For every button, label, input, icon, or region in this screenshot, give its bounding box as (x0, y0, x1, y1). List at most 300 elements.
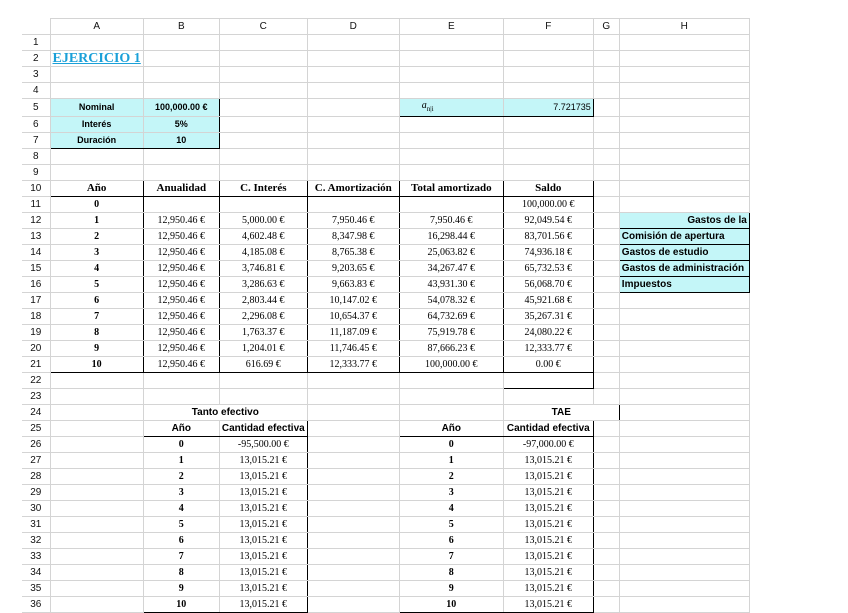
cell-a4[interactable] (50, 82, 143, 98)
row-header-19[interactable]: 19 (22, 324, 50, 340)
tanto-amount-cell[interactable]: 13,015.21 € (219, 516, 307, 532)
amort-cell[interactable]: 5 (50, 276, 143, 292)
amort-header-3[interactable]: C. Interés (219, 180, 307, 196)
cell-d4[interactable] (307, 82, 399, 98)
cell-d6[interactable] (307, 116, 399, 132)
cell-g14[interactable] (593, 244, 619, 260)
tae-year-cell[interactable]: 2 (399, 468, 503, 484)
tanto-year-cell[interactable]: 6 (143, 532, 219, 548)
tae-year-cell[interactable]: 7 (399, 548, 503, 564)
cell-h27[interactable] (619, 452, 749, 468)
tae-amount-cell[interactable]: 13,015.21 € (503, 564, 593, 580)
cell-e7[interactable] (399, 132, 503, 148)
cell-d31[interactable] (307, 516, 399, 532)
tanto-amount-cell[interactable]: 13,015.21 € (219, 548, 307, 564)
cell-e9[interactable] (399, 164, 503, 180)
row-header-24[interactable]: 24 (22, 404, 50, 420)
sheet-title[interactable]: EJERCICIO 1 (50, 50, 143, 66)
amort-cell[interactable]: 3,746.81 € (219, 260, 307, 276)
cell-c9[interactable] (219, 164, 307, 180)
row-header-34[interactable]: 34 (22, 564, 50, 580)
row-header-12[interactable]: 12 (22, 212, 50, 228)
tae-amount-cell[interactable]: 13,015.21 € (503, 468, 593, 484)
cell-f3[interactable] (503, 66, 593, 82)
amort-cell[interactable]: 12,950.46 € (143, 292, 219, 308)
cell-b8[interactable] (143, 148, 219, 164)
amort-cell[interactable]: 74,936.18 € (503, 244, 593, 260)
cell-g25[interactable] (593, 420, 619, 436)
tanto-year-cell[interactable]: 8 (143, 564, 219, 580)
column-header-h[interactable]: H (619, 19, 749, 35)
amort-cell[interactable]: 9,203.65 € (307, 260, 399, 276)
cell-f8[interactable] (503, 148, 593, 164)
interes-value[interactable]: 5% (143, 116, 219, 132)
select-all-corner[interactable] (22, 19, 50, 35)
cell-e8[interactable] (399, 148, 503, 164)
cell-h25[interactable] (619, 420, 749, 436)
cell-a22[interactable] (50, 372, 143, 388)
tae-year-cell[interactable]: 8 (399, 564, 503, 580)
cell-b2[interactable] (143, 50, 219, 66)
amort-cell[interactable]: 4 (50, 260, 143, 276)
amort-cell[interactable]: 10,147.02 € (307, 292, 399, 308)
tanto-amount-cell[interactable]: 13,015.21 € (219, 564, 307, 580)
cell-a26[interactable] (50, 436, 143, 452)
cell-d32[interactable] (307, 532, 399, 548)
cell-d30[interactable] (307, 500, 399, 516)
cell-d34[interactable] (307, 564, 399, 580)
gastos-item[interactable]: Gastos de estudio (619, 244, 749, 260)
row-header-17[interactable]: 17 (22, 292, 50, 308)
amort-cell[interactable]: 34,267.47 € (399, 260, 503, 276)
amort-cell[interactable]: 12,333.77 € (503, 340, 593, 356)
cell-c8[interactable] (219, 148, 307, 164)
amort-cell[interactable]: 25,063.82 € (399, 244, 503, 260)
cell-d29[interactable] (307, 484, 399, 500)
cell-a1[interactable] (50, 34, 143, 50)
row-header-15[interactable]: 15 (22, 260, 50, 276)
amort-cell[interactable]: 7 (50, 308, 143, 324)
tanto-year-cell[interactable]: 4 (143, 500, 219, 516)
row-header-1[interactable]: 1 (22, 34, 50, 50)
cell-b4[interactable] (143, 82, 219, 98)
duracion-label[interactable]: Duración (50, 132, 143, 148)
tae-amount-cell[interactable]: 13,015.21 € (503, 516, 593, 532)
row-header-18[interactable]: 18 (22, 308, 50, 324)
column-header-c[interactable]: C (219, 19, 307, 35)
cell-g7[interactable] (593, 132, 619, 148)
tae-year-cell[interactable]: 3 (399, 484, 503, 500)
cell-g8[interactable] (593, 148, 619, 164)
tae-col-amount[interactable]: Cantidad efectiva (503, 420, 593, 436)
amort-cell[interactable]: 65,732.53 € (503, 260, 593, 276)
duracion-value[interactable]: 10 (143, 132, 219, 148)
amort-cell[interactable]: 12,950.46 € (143, 228, 219, 244)
cell-h7[interactable] (619, 132, 749, 148)
row-header-23[interactable]: 23 (22, 388, 50, 404)
cell-c5[interactable] (219, 98, 307, 116)
cell-a32[interactable] (50, 532, 143, 548)
cell-d23[interactable] (307, 388, 399, 404)
gastos-item[interactable]: Gastos de administración (619, 260, 749, 276)
cell-g28[interactable] (593, 468, 619, 484)
cell-g12[interactable] (593, 212, 619, 228)
row-header-26[interactable]: 26 (22, 436, 50, 452)
cell-h28[interactable] (619, 468, 749, 484)
cell-c6[interactable] (219, 116, 307, 132)
row-header-14[interactable]: 14 (22, 244, 50, 260)
tanto-year-cell[interactable]: 9 (143, 580, 219, 596)
cell-d3[interactable] (307, 66, 399, 82)
amort-cell[interactable]: 12,950.46 € (143, 244, 219, 260)
row-header-32[interactable]: 32 (22, 532, 50, 548)
cell-g1[interactable] (593, 34, 619, 50)
cell-e24[interactable] (399, 404, 503, 420)
amort-cell[interactable]: 56,068.70 € (503, 276, 593, 292)
row-header-11[interactable]: 11 (22, 196, 50, 212)
amort-cell[interactable]: 83,701.56 € (503, 228, 593, 244)
row-header-25[interactable]: 25 (22, 420, 50, 436)
column-header-f[interactable]: F (503, 19, 593, 35)
interes-label[interactable]: Interés (50, 116, 143, 132)
cell-f22[interactable] (503, 372, 593, 388)
cell-g15[interactable] (593, 260, 619, 276)
amort-cell[interactable]: 11,187.09 € (307, 324, 399, 340)
cell-e3[interactable] (399, 66, 503, 82)
amort-cell[interactable]: 8,347.98 € (307, 228, 399, 244)
tanto-year-cell[interactable]: 5 (143, 516, 219, 532)
cell-h6[interactable] (619, 116, 749, 132)
annuity-factor-label[interactable] (399, 98, 503, 116)
cell-c3[interactable] (219, 66, 307, 82)
cell-a8[interactable] (50, 148, 143, 164)
amort-cell[interactable]: 3,286.63 € (219, 276, 307, 292)
tanto-amount-cell[interactable]: 13,015.21 € (219, 452, 307, 468)
cell-a28[interactable] (50, 468, 143, 484)
tanto-col-amount[interactable]: Cantidad efectiva (219, 420, 307, 436)
cell-e2[interactable] (399, 50, 503, 66)
column-header-e[interactable]: E (399, 19, 503, 35)
tae-col-year[interactable]: Año (399, 420, 503, 436)
tae-amount-cell[interactable]: 13,015.21 € (503, 484, 593, 500)
row-header-28[interactable]: 28 (22, 468, 50, 484)
row-header-2[interactable]: 2 (22, 50, 50, 66)
cell-f9[interactable] (503, 164, 593, 180)
tae-year-cell[interactable]: 9 (399, 580, 503, 596)
column-header-a[interactable]: A (50, 19, 143, 35)
cell-c4[interactable] (219, 82, 307, 98)
cell-h21[interactable] (619, 356, 749, 372)
cell-d35[interactable] (307, 580, 399, 596)
amort-header-2[interactable]: Anualidad (143, 180, 219, 196)
tanto-year-cell[interactable]: 10 (143, 596, 219, 612)
cell-d27[interactable] (307, 452, 399, 468)
cell-a24[interactable] (50, 404, 143, 420)
cell-d11[interactable] (307, 196, 399, 212)
amort-cell[interactable]: 43,931.30 € (399, 276, 503, 292)
cell-g23[interactable] (593, 388, 619, 404)
cell-d8[interactable] (307, 148, 399, 164)
amort-cell[interactable]: 12,950.46 € (143, 276, 219, 292)
amort-cell[interactable]: 12,950.46 € (143, 324, 219, 340)
cell-g26[interactable] (593, 436, 619, 452)
cell-h4[interactable] (619, 82, 749, 98)
cell-h3[interactable] (619, 66, 749, 82)
cell-b11[interactable] (143, 196, 219, 212)
cell-e11[interactable] (399, 196, 503, 212)
cell-h35[interactable] (619, 580, 749, 596)
amort-cell[interactable]: 16,298.44 € (399, 228, 503, 244)
cell-d9[interactable] (307, 164, 399, 180)
cell-b9[interactable] (143, 164, 219, 180)
row-header-7[interactable]: 7 (22, 132, 50, 148)
row-header-8[interactable]: 8 (22, 148, 50, 164)
amort-cell[interactable]: 2,803.44 € (219, 292, 307, 308)
tae-year-cell[interactable]: 5 (399, 516, 503, 532)
cell-f1[interactable] (503, 34, 593, 50)
cell-b23[interactable] (143, 388, 219, 404)
tae-amount-cell[interactable]: 13,015.21 € (503, 452, 593, 468)
cell-g3[interactable] (593, 66, 619, 82)
cell-a36[interactable] (50, 596, 143, 612)
tanto-year-cell[interactable]: 3 (143, 484, 219, 500)
cell-e4[interactable] (399, 82, 503, 98)
tanto-efectivo-title[interactable]: Tanto efectivo (143, 404, 307, 420)
row-header-27[interactable]: 27 (22, 452, 50, 468)
amort-cell[interactable]: 10,654.37 € (307, 308, 399, 324)
cell-h1[interactable] (619, 34, 749, 50)
cell-g30[interactable] (593, 500, 619, 516)
amort-cell[interactable]: 10 (50, 356, 143, 372)
amort-cell[interactable]: 1,204.01 € (219, 340, 307, 356)
row-header-6[interactable]: 6 (22, 116, 50, 132)
cell-a3[interactable] (50, 66, 143, 82)
cell-g34[interactable] (593, 564, 619, 580)
amort-cell[interactable]: 24,080.22 € (503, 324, 593, 340)
cell-h17[interactable] (619, 292, 749, 308)
cell-c1[interactable] (219, 34, 307, 50)
row-header-36[interactable]: 36 (22, 596, 50, 612)
row-header-13[interactable]: 13 (22, 228, 50, 244)
cell-h23[interactable] (619, 388, 749, 404)
column-header-d[interactable]: D (307, 19, 399, 35)
tae-amount-cell[interactable]: 13,015.21 € (503, 548, 593, 564)
amort-cell[interactable]: 7,950.46 € (399, 212, 503, 228)
cell-h33[interactable] (619, 548, 749, 564)
amort-cell[interactable]: 64,732.69 € (399, 308, 503, 324)
tanto-year-cell[interactable]: 1 (143, 452, 219, 468)
amort-header-6[interactable]: Saldo (503, 180, 593, 196)
cell-f23[interactable] (503, 388, 593, 404)
cell-g31[interactable] (593, 516, 619, 532)
cell-b22[interactable] (143, 372, 219, 388)
cell-h10[interactable] (619, 180, 749, 196)
cell-d22[interactable] (307, 372, 399, 388)
amort-cell[interactable]: 12,333.77 € (307, 356, 399, 372)
row-header-9[interactable]: 9 (22, 164, 50, 180)
amort-cell[interactable]: 1 (50, 212, 143, 228)
amort-cell[interactable]: 12,950.46 € (143, 356, 219, 372)
tanto-amount-cell[interactable]: 13,015.21 € (219, 468, 307, 484)
cell-d36[interactable] (307, 596, 399, 612)
tanto-year-cell[interactable]: 2 (143, 468, 219, 484)
cell-c22[interactable] (219, 372, 307, 388)
row-header-35[interactable]: 35 (22, 580, 50, 596)
tae-amount-cell[interactable]: 13,015.21 € (503, 532, 593, 548)
amort-cell[interactable]: 4,185.08 € (219, 244, 307, 260)
column-header-b[interactable]: B (143, 19, 219, 35)
cell-h29[interactable] (619, 484, 749, 500)
cell-h18[interactable] (619, 308, 749, 324)
amort-cell[interactable]: 54,078.32 € (399, 292, 503, 308)
tae-title[interactable]: TAE (503, 404, 619, 420)
amort-cell[interactable]: 100,000.00 € (399, 356, 503, 372)
amort-cell[interactable]: 12,950.46 € (143, 308, 219, 324)
tanto-amount-cell[interactable]: -95,500.00 € (219, 436, 307, 452)
tanto-amount-cell[interactable]: 13,015.21 € (219, 580, 307, 596)
cell-g13[interactable] (593, 228, 619, 244)
tae-year-cell[interactable]: 1 (399, 452, 503, 468)
cell-g4[interactable] (593, 82, 619, 98)
row-header-31[interactable]: 31 (22, 516, 50, 532)
amort-cell[interactable]: 5,000.00 € (219, 212, 307, 228)
row-header-16[interactable]: 16 (22, 276, 50, 292)
tae-amount-cell[interactable]: 13,015.21 € (503, 580, 593, 596)
cell-d1[interactable] (307, 34, 399, 50)
cell-a33[interactable] (50, 548, 143, 564)
cell-g10[interactable] (593, 180, 619, 196)
row-header-30[interactable]: 30 (22, 500, 50, 516)
cell-d7[interactable] (307, 132, 399, 148)
annuity-factor-value[interactable]: 7.721735 (503, 98, 593, 116)
cell-d24[interactable] (307, 404, 399, 420)
cell-a23[interactable] (50, 388, 143, 404)
tae-year-cell[interactable]: 6 (399, 532, 503, 548)
gastos-header[interactable]: Gastos de la (619, 212, 749, 228)
amort-saldo-cell[interactable]: 100,000.00 € (503, 196, 593, 212)
amort-cell[interactable]: 6 (50, 292, 143, 308)
amort-cell[interactable]: 11,746.45 € (307, 340, 399, 356)
amort-cell[interactable]: 8,765.38 € (307, 244, 399, 260)
cell-h34[interactable] (619, 564, 749, 580)
nominal-value[interactable]: 100,000.00 € (143, 98, 219, 116)
amort-cell[interactable]: 1,763.37 € (219, 324, 307, 340)
cell-e6[interactable] (399, 116, 503, 132)
tae-year-cell[interactable]: 0 (399, 436, 503, 452)
amort-cell[interactable]: 87,666.23 € (399, 340, 503, 356)
cell-h30[interactable] (619, 500, 749, 516)
tae-amount-cell[interactable]: -97,000.00 € (503, 436, 593, 452)
amort-cell[interactable]: 9 (50, 340, 143, 356)
column-header-g[interactable]: G (593, 19, 619, 35)
cell-b3[interactable] (143, 66, 219, 82)
cell-h19[interactable] (619, 324, 749, 340)
cell-a9[interactable] (50, 164, 143, 180)
cell-d5[interactable] (307, 98, 399, 116)
amort-cell[interactable]: 35,267.31 € (503, 308, 593, 324)
cell-g29[interactable] (593, 484, 619, 500)
amort-cell[interactable]: 45,921.68 € (503, 292, 593, 308)
cell-f4[interactable] (503, 82, 593, 98)
gastos-item[interactable]: Impuestos (619, 276, 749, 292)
cell-h11[interactable] (619, 196, 749, 212)
cell-h31[interactable] (619, 516, 749, 532)
cell-g22[interactable] (593, 372, 619, 388)
cell-h8[interactable] (619, 148, 749, 164)
cell-h9[interactable] (619, 164, 749, 180)
cell-c23[interactable] (219, 388, 307, 404)
cell-c2[interactable] (219, 50, 307, 66)
cell-f7[interactable] (503, 132, 593, 148)
amort-cell[interactable]: 92,049.54 € (503, 212, 593, 228)
cell-h26[interactable] (619, 436, 749, 452)
cell-g5[interactable] (593, 98, 619, 116)
cell-d33[interactable] (307, 548, 399, 564)
cell-g19[interactable] (593, 324, 619, 340)
row-header-21[interactable]: 21 (22, 356, 50, 372)
cell-g11[interactable] (593, 196, 619, 212)
row-header-33[interactable]: 33 (22, 548, 50, 564)
amort-cell[interactable]: 75,919.78 € (399, 324, 503, 340)
cell-d26[interactable] (307, 436, 399, 452)
row-header-3[interactable]: 3 (22, 66, 50, 82)
tanto-amount-cell[interactable]: 13,015.21 € (219, 532, 307, 548)
cell-g27[interactable] (593, 452, 619, 468)
cell-h2[interactable] (619, 50, 749, 66)
amort-cell[interactable]: 12,950.46 € (143, 212, 219, 228)
cell-g35[interactable] (593, 580, 619, 596)
cell-g20[interactable] (593, 340, 619, 356)
cell-f6[interactable] (503, 116, 593, 132)
cell-h32[interactable] (619, 532, 749, 548)
cell-a29[interactable] (50, 484, 143, 500)
amort-cell[interactable]: 2 (50, 228, 143, 244)
cell-a27[interactable] (50, 452, 143, 468)
cell-g18[interactable] (593, 308, 619, 324)
amort-cell[interactable]: 2,296.08 € (219, 308, 307, 324)
row-header-4[interactable]: 4 (22, 82, 50, 98)
cell-h24[interactable] (619, 404, 749, 420)
amort-cell[interactable]: 12,950.46 € (143, 260, 219, 276)
cell-g6[interactable] (593, 116, 619, 132)
amort-header-5[interactable]: Total amortizado (399, 180, 503, 196)
cell-a35[interactable] (50, 580, 143, 596)
cell-f2[interactable] (503, 50, 593, 66)
cell-d2[interactable] (307, 50, 399, 66)
cell-e23[interactable] (399, 388, 503, 404)
cell-d25[interactable] (307, 420, 399, 436)
cell-h22[interactable] (619, 372, 749, 388)
cell-c7[interactable] (219, 132, 307, 148)
tae-amount-cell[interactable]: 13,015.21 € (503, 596, 593, 612)
nominal-label[interactable]: Nominal (50, 98, 143, 116)
amort-cell[interactable]: 4,602.48 € (219, 228, 307, 244)
amort-cell[interactable]: 0.00 € (503, 356, 593, 372)
cell-e22[interactable] (399, 372, 503, 388)
row-header-29[interactable]: 29 (22, 484, 50, 500)
amort-cell[interactable]: 9,663.83 € (307, 276, 399, 292)
tanto-amount-cell[interactable]: 13,015.21 € (219, 484, 307, 500)
cell-g2[interactable] (593, 50, 619, 66)
tanto-amount-cell[interactable]: 13,015.21 € (219, 500, 307, 516)
cell-g32[interactable] (593, 532, 619, 548)
row-header-22[interactable]: 22 (22, 372, 50, 388)
cell-g17[interactable] (593, 292, 619, 308)
amort-cell[interactable]: 3 (50, 244, 143, 260)
cell-c11[interactable] (219, 196, 307, 212)
amort-year-cell[interactable]: 0 (50, 196, 143, 212)
cell-e1[interactable] (399, 34, 503, 50)
